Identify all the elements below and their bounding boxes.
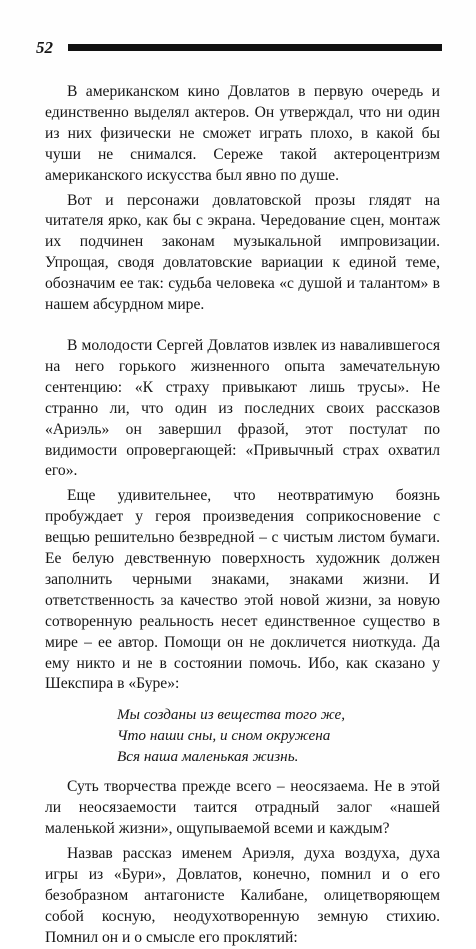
paragraph-4: Еще удивительнее, что неотвратимую боязнь пробуждает у героя произведения соприкосновение с вещью решительно безвредной – с чистым листом бумаги. Ее белую девственную поверхность художник должен заполнить черными знаками, знаками жизни. И ответственность за качество этой новой жизни, за новую сотворенную реальность несет единственное существо в мире – ее автор. Помощи он не докличется ниоткуда. Да ему никто и не в состоянии помочь. Ибо, как сказано у Шекспира в «Буре»: xyxy=(45,487,440,693)
paragraph-5: Суть творчества прежде всего – неосязаема. Не в этой ли неосязаемости таится отрадный залог «нашей маленькой жизни», ощупываемой всеми и каждым? xyxy=(45,778,440,838)
header-rule xyxy=(68,44,442,51)
page-header xyxy=(36,38,442,58)
paragraph-1: В американском кино Довлатов в первую очередь и единственно выделял актеров. Он утверждал, что ни один из них физически не сможет играть плохо, в какой бы чуши не снимался. Сереже такой актероцентризм американского искусства был явно по душе. xyxy=(45,83,440,184)
paragraph-6: Назвав рассказ именем Ариэля, духа воздуха, духа игры из «Бури», Довлатов, конечно, помнил и о его безобразном антагонисте Калибане, олицетворяющем собой косную, неодухотворенную земную стихию. Помнил он и о смысле его проклятий: xyxy=(45,845,440,946)
verse-line-2: Что наши сны, и сном окружена xyxy=(117,727,331,745)
paragraph-2: Вот и персонажи довлатовской прозы глядят на читателя ярко, как бы с экрана. Чередование сцен, монтаж их подчинен законам музыкальной импровизации. Упрощая, сводя довлатовские вариации к единой теме, обозначим ее так: судьба человека «с душой и талантом» в нашем абсурдном мире. xyxy=(45,191,440,314)
verse-line-3: Вся наша маленькая жизнь. xyxy=(117,748,299,766)
verse-quote xyxy=(117,704,440,767)
paragraph-3: В молодости Сергей Довлатов извлек из навалившегося на него горького жизненного опыта замечательную сентенцию: «К страху привыкают лишь трусы». Не странно ли, что один из последних своих рассказов «Ариэль» он завершил фразой, этот постулат по видимости опровергающей: «Привычный страх охватил его». xyxy=(45,336,440,480)
verse-line-1: Мы созданы из вещества того же, xyxy=(117,706,346,724)
body-text xyxy=(45,82,440,949)
page-number: 52 xyxy=(36,38,53,57)
